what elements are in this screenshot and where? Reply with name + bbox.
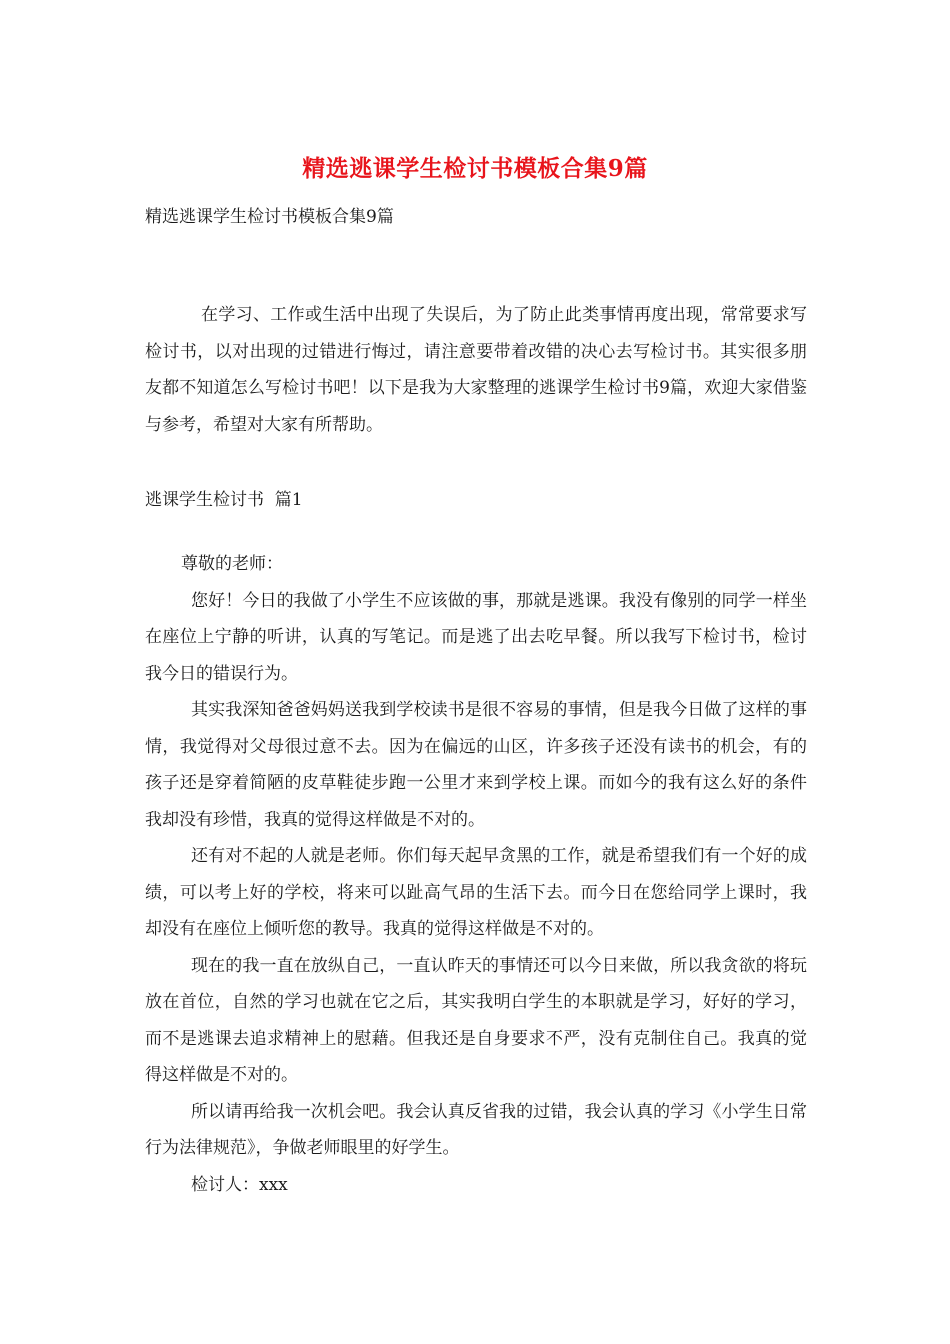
section-heading: 逃课学生检讨书 篇1 [145,490,303,510]
letter-salutation: 尊敬的老师： [181,554,283,574]
document-title: 精选逃课学生检讨书模板合集9篇 [302,155,648,182]
letter-paragraph: 所以请再给我一次机会吧。我会认真反省我的过错，我会认真的学习《小学生日常行为法律规范》，争做老师眼里的好学生。 [145,1101,807,1158]
letter-body [145,546,807,1203]
document-subtitle: 精选逃课学生检讨书模板合集9篇 [145,207,394,227]
letter-paragraph: 其实我深知爸爸妈妈送我到学校读书是很不容易的事情，但是我今日做了这样的事情，我觉得对父母很过意不去。因为在偏远的山区，许多孩子还没有读书的机会，有的孩子还是穿着简陋的皮草鞋徒步跑一公里才来到学校上课。而如今的我有这么好的条件我却没有珍惜，我真的觉得这样做是不对的。 [145,700,807,830]
letter-paragraph: 现在的我一直在放纵自己，一直认昨天的事情还可以今日来做，所以我贪欲的将玩放在首位，自然的学习也就在它之后，其实我明白学生的本职就是学习，好好的学习，而不是逃课去追求精神上的慰藉。但我还是自身要求不严，没有克制住自己。我真的觉得这样做是不对的。 [145,955,807,1085]
letter-signature: 检讨人：xxx [191,1174,288,1195]
letter-paragraph: 还有对不起的人就是老师。你们每天起早贪黑的工作，就是希望我们有一个好的成绩，可以考上好的学校，将来可以趾高气昂的生活下去。而今日在您给同学上课时，我却没有在座位上倾听您的教导。我真的觉得这样做是不对的。 [145,846,807,939]
letter-paragraph: 您好！今日的我做了小学生不应该做的事，那就是逃课。我没有像别的同学一样坐在座位上宁静的听讲，认真的写笔记。而是逃了出去吃早餐。所以我写下检讨书，检讨我今日的错误行为。 [145,590,807,684]
intro-paragraph: 在学习、工作或生活中出现了失误后，为了防止此类事情再度出现，常常要求写检讨书，以对出现的过错进行悔过，请注意要带着改错的决心去写检讨书。其实很多朋友都不知道怎么写检讨书吧！以下是我为大家整理的逃课学生检讨书9篇，欢迎大家借鉴与参考，希望对大家有所帮助。 [145,305,807,435]
